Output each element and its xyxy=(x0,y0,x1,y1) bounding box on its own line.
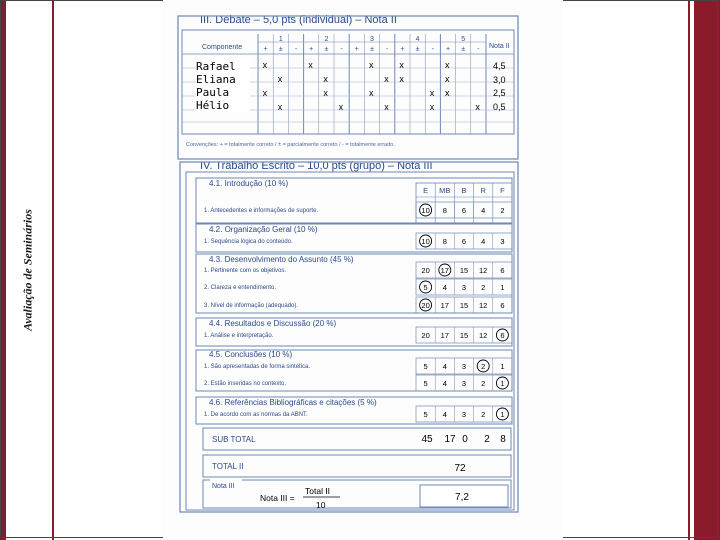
debate-column-3: 3 xyxy=(370,36,374,43)
grade-value: 6 xyxy=(461,206,467,215)
grade-value: 10 xyxy=(421,206,430,215)
subtotal-value: 8 xyxy=(500,434,506,445)
subtotal-value: 2 xyxy=(484,434,490,445)
debate-x-mark: x xyxy=(429,88,435,98)
criterion-label: 1. Análise e interpretação. xyxy=(204,333,274,339)
grade-value: 15 xyxy=(459,301,469,310)
debate-x-mark: x xyxy=(475,102,480,112)
debate-x-mark: x xyxy=(323,74,328,84)
grade-value: 6 xyxy=(500,266,505,275)
grade-header-f: F xyxy=(500,186,505,195)
grade-value: 12 xyxy=(479,266,488,275)
criterion-label: 2. Estão inseridas no contexto. xyxy=(204,381,287,387)
criterion-label: 3. Nível de informação (adequado). xyxy=(204,303,299,309)
grade-value: 6 xyxy=(461,237,467,246)
slide-vertical-title: Avaliação de Seminários xyxy=(20,209,35,331)
criteria-section xyxy=(196,350,512,391)
grade-value: 10 xyxy=(421,237,430,246)
debate-x-mark: x xyxy=(399,74,404,84)
debate-sign: - xyxy=(431,46,434,53)
grade-value: 3 xyxy=(461,362,467,371)
section-title: 4.4. Resultados e Discussão (20 %) xyxy=(209,319,337,328)
debate-x-mark: x xyxy=(384,102,389,112)
grade-value: 2 xyxy=(481,283,486,292)
debate-x-mark: x xyxy=(262,60,268,70)
debate-conventions: Convenções: + = totalmente correto / ± = parcialmente correto / - = totalmente errado. xyxy=(186,142,395,148)
student-names xyxy=(196,60,250,112)
debate-sign: + xyxy=(263,46,268,53)
grade-value: 1 xyxy=(500,362,505,371)
grade-value: 3 xyxy=(461,379,467,388)
debate-title: III. Debate – 5,0 pts (individual) – Nota II xyxy=(200,14,397,26)
grade-value: 1 xyxy=(500,283,505,292)
total-value: 72 xyxy=(454,463,466,474)
debate-sign: - xyxy=(477,46,480,53)
debate-column-2: 2 xyxy=(324,36,329,43)
criteria-section xyxy=(196,318,512,346)
grade-value: 8 xyxy=(442,206,447,215)
debate-sign: + xyxy=(400,46,405,53)
written-section xyxy=(180,160,518,512)
grade-value: 12 xyxy=(479,331,488,340)
nota-formula-numerator: Total II xyxy=(305,486,331,496)
subtotal-values xyxy=(421,434,506,445)
grade-value: 20 xyxy=(421,266,430,275)
debate-header-label: Componente xyxy=(202,44,243,51)
criterion-label: 1. São apresentadas de forma sintética. xyxy=(204,364,311,370)
debate-sign: + xyxy=(354,46,359,53)
grade-value: 5 xyxy=(423,410,428,419)
debate-column-headers xyxy=(264,36,481,53)
grade-value: 1 xyxy=(500,379,505,388)
grade-value: 2 xyxy=(500,206,505,215)
grade-value: 17 xyxy=(440,266,449,275)
student-nota: 4,5 xyxy=(493,61,506,71)
grade-value: 2 xyxy=(481,362,486,371)
student-name: Hélio xyxy=(196,99,230,112)
debate-x-mark: x xyxy=(399,60,404,70)
written-title: IV. Trabalho Escrito – 10,0 pts (grupo) – Nota III xyxy=(200,160,433,172)
grade-value: 5 xyxy=(423,379,428,388)
grade-header-r: R xyxy=(480,186,486,195)
grade-value: 3 xyxy=(461,283,467,292)
grade-value: 6 xyxy=(500,301,505,310)
debate-sign: + xyxy=(309,46,314,53)
criteria-section xyxy=(196,178,512,223)
debate-column-5: 5 xyxy=(461,36,466,43)
debate-sign: ± xyxy=(370,46,374,53)
grade-value: 4 xyxy=(442,283,447,292)
nota-formula-denominator: 10 xyxy=(316,500,326,510)
grade-headers xyxy=(416,183,512,223)
subtotal-value: 45 xyxy=(421,434,433,445)
debate-x-mark: x xyxy=(445,60,450,70)
grade-value: 4 xyxy=(481,237,486,246)
debate-sign: - xyxy=(294,46,298,53)
debate-x-mark: x xyxy=(308,60,313,70)
section-title: 4.1. Introdução (10 %) xyxy=(209,179,289,188)
grade-header-mb: MB xyxy=(439,186,451,195)
debate-x-mark: x xyxy=(277,74,283,84)
criteria-sections xyxy=(196,178,512,424)
grade-value: 4 xyxy=(481,206,486,215)
student-name: Eliana xyxy=(196,73,236,86)
grade-value: 4 xyxy=(442,410,447,419)
debate-nota-header: Nota II xyxy=(489,43,510,50)
nota-box-label: Nota III xyxy=(212,483,235,490)
debate-sign: - xyxy=(340,46,343,53)
criterion-label: 1. De acordo com as normas da ABNT. xyxy=(204,412,308,418)
nota-value: 7,2 xyxy=(455,492,469,503)
criteria-section xyxy=(196,254,512,313)
debate-x-mark: x xyxy=(369,88,374,98)
grade-value: 20 xyxy=(421,301,430,310)
grade-value: 3 xyxy=(500,237,505,246)
debate-sign: ± xyxy=(278,46,283,53)
grade-value: 20 xyxy=(421,331,430,340)
student-nota: 3,0 xyxy=(493,74,506,85)
subtotal-value: 0 xyxy=(462,434,468,445)
debate-x-mark: x xyxy=(445,74,450,84)
criteria-section xyxy=(196,397,512,424)
grade-value: 12 xyxy=(479,301,488,310)
criterion-label: 1. Pertinente com os objetivos. xyxy=(204,268,287,274)
criterion-label: 2. Clareza e entendimento. xyxy=(204,285,277,291)
criterion-label: 1. Sequência lógica do conteúdo. xyxy=(204,239,293,245)
debate-x-mark: x xyxy=(338,102,344,112)
grade-value: 15 xyxy=(459,266,469,275)
debate-x-mark: x xyxy=(445,88,450,98)
debate-sign: - xyxy=(386,46,389,53)
grade-value: 6 xyxy=(500,331,505,340)
criteria-section xyxy=(196,224,512,252)
student-name: Rafael xyxy=(196,60,236,73)
grade-value: 2 xyxy=(481,379,486,388)
student-nota: 2,5 xyxy=(493,88,506,98)
grade-value: 4 xyxy=(442,362,447,371)
subtotal-label: SUB TOTAL xyxy=(212,435,256,444)
debate-x-mark: x xyxy=(429,102,435,112)
debate-sign: ± xyxy=(461,46,466,53)
subtotal-value: 17 xyxy=(444,434,456,445)
section-title: 4.3. Desenvolvimento do Assunto (45 %) xyxy=(209,255,354,264)
debate-x-mark: x xyxy=(277,102,283,112)
debate-column-1: 1 xyxy=(278,36,283,43)
grade-value: 15 xyxy=(459,331,469,340)
section-title: 4.2. Organização Geral (10 %) xyxy=(209,225,318,234)
grade-value: 17 xyxy=(440,301,449,310)
student-name: Paula xyxy=(196,86,230,99)
grade-value: 5 xyxy=(423,362,428,371)
grade-header-b: B xyxy=(461,186,467,195)
debate-sign: ± xyxy=(415,46,420,53)
grade-value: 17 xyxy=(440,331,449,340)
debate-x-mark: x xyxy=(369,60,374,70)
debate-x-mark: x xyxy=(323,88,328,98)
criterion-label: 1. Antecedentes e informações de suporte. xyxy=(204,208,319,214)
grade-header-e: E xyxy=(423,186,429,195)
debate-sign: ± xyxy=(324,46,329,53)
debate-x-mark: x xyxy=(384,74,389,84)
total-label: TOTAL II xyxy=(212,462,244,471)
section-title: 4.6. Referências Bibliográficas e citações (5 %) xyxy=(209,398,377,407)
grade-value: 4 xyxy=(442,379,447,388)
section-title: 4.5. Conclusões (10 %) xyxy=(209,350,293,359)
debate-column-4: 4 xyxy=(415,36,420,43)
student-nota: 0,5 xyxy=(493,101,506,112)
grade-value: 3 xyxy=(461,410,467,419)
grade-value: 5 xyxy=(423,283,428,292)
grade-value: 1 xyxy=(500,410,505,419)
nota-formula-lhs: Nota III = xyxy=(260,493,295,503)
grade-value: 2 xyxy=(481,410,486,419)
debate-sign: + xyxy=(445,46,451,53)
grade-value: 8 xyxy=(442,237,447,246)
debate-x-mark: x xyxy=(262,88,268,98)
